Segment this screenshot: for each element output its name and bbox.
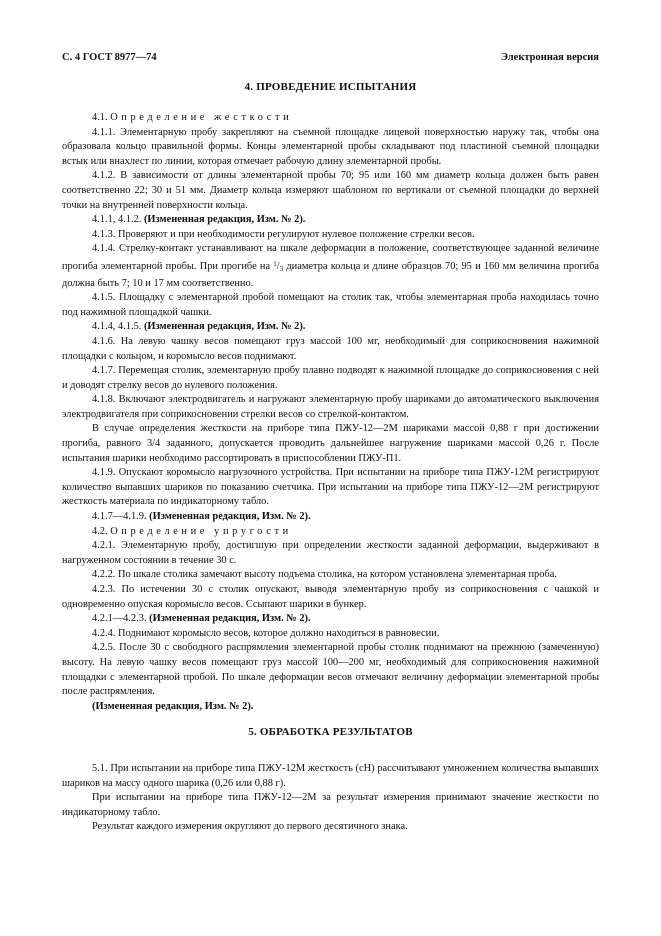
amendment-clauses: 4.1.4, 4.1.5. [92, 321, 142, 333]
paragraph-4-1-5: 4.1.5. Площадку с элементарной пробой помещают на столик так, чтобы элементарная проба находилась точно под нажимной площадкой чашки. [62, 292, 599, 318]
paragraph-4-2-1: 4.2.1. Элементарную пробу, достигшую при определении жесткости заданной деформации, выдерживают в нагруженном состоянии в течение 30 с. [62, 540, 599, 566]
paragraph-4-1 [62, 111, 599, 126]
paragraph-5-1-rounding: Результат каждого измерения округляют до первого десятичного знака. [92, 821, 408, 833]
paragraph-4-2-3: 4.2.3. По истечении 30 с столик опускают, выводя элементарную пробу из соприкосновения с чашкой и одновременно опуская коромысло весов. Ссыпают шарики в бункер. [62, 584, 599, 610]
amendment-note [62, 213, 599, 228]
text-run: 4.1.4. Стрелку-контакт устанавливают на шкале деформации в положение, соответствующее заданной величине прогиба элементарной пробы. При прогибе на [62, 243, 599, 272]
amendment-label: (Измененная редакция, Изм. № 2). [143, 214, 306, 226]
amendment-clauses: 4.2.1—4.2.3. [92, 613, 147, 625]
paragraph-4-1-4: 4.1.4. Стрелку-контакт устанавливают на шкале деформации в положение, соответствующее заданной величине прогиба элементарной пробы. При прогибе на $^1$/3 диаметра кольца и длине образцов 70; 95 и 160 мм величина прогиба должна быть 7; 10 и 17 мм соответственно. [62, 243, 599, 289]
amendment-note: (Измененная редакция, Изм. № 2). [92, 700, 254, 712]
spaced-subheading: Определение жесткости [110, 112, 293, 123]
amendment-label: (Измененная редакция, Изм. № 2). [149, 613, 311, 625]
page-header-left: С. 4 ГОСТ 8977—74 [62, 52, 157, 63]
amendment-note [62, 612, 599, 627]
amendment-clauses: 4.1.1, 4.1.2. [92, 214, 142, 226]
fraction-numerator: 1 [273, 259, 277, 268]
section-4-body [62, 111, 599, 714]
fraction-denominator: 3 [279, 264, 284, 273]
paragraph-4-1-8: 4.1.8. Включают электродвигатель и нагружают элементарную пробу шариками до автоматического выключения электродвигателя при соприкосновении стрелки весов со стрелкой-контактом. [62, 394, 599, 420]
paragraph-4-1-9: 4.1.9. Опускают коромысло нагрузочного устройства. При испытании на приборе типа ПЖУ-12М регистрируют количество выпавших шариков по показанию счетчика. При испытании на приборе типа ПЖУ-12—2М регистрируют жесткость материала по индикаторному табло. [62, 467, 599, 508]
amendment-note [62, 320, 599, 335]
paragraph-4-1-3: 4.1.3. Проверяют и при необходимости регулируют нулевое положение стрелки весов. [92, 228, 475, 240]
amendment-clauses: 4.1.7—4.1.9. [92, 511, 147, 523]
section-5-title: 5. ОБРАБОТКА РЕЗУЛЬТАТОВ [248, 726, 413, 738]
clause-number: 4.2. [92, 525, 108, 537]
paragraph-4-1-1: 4.1.1. Элементарную пробу закрепляют на съемной площадке лицевой поверхностью наружу так, чтобы она образовала кольцо правильной формы. Концы элементарной пробы складывают под пластиной съемной площадки встык или внахлест по линии, которая отмечает рабочую длину элементарной пробы. [62, 126, 599, 167]
spaced-subheading: Определение упругости [110, 525, 292, 537]
paragraph-4-2-2: 4.2.2. По шкале столика замечают высоту подъема столика, на котором установлена элементарная проба. [92, 569, 557, 581]
page-header-right: Электронная версия [500, 52, 599, 63]
paragraph-4-1-8-continued: В случае определения жесткости на приборе типа ПЖУ-12—2М шариками массой 0,88 г при достижении прогиба, равного 3/4 заданного, допускается проводить дальнейшее нагружение шариками массой 0,26 г. После испытания шарики необходимо рассортировать в приспособлении ПЖУ-П1. [62, 423, 599, 464]
section-4-title: 4. ПРОВЕДЕНИЕ ИСПЫТАНИЯ [244, 81, 417, 93]
clause-number: 4.1. [92, 112, 108, 123]
paragraph-5-1-continued: При испытании на приборе типа ПЖУ-12—2М за результат измерения принимают значение жесткости по индикаторному табло. [62, 792, 599, 818]
paragraph-5-1: 5.1. При испытании на приборе типа ПЖУ-12М жесткость (сН) рассчитывают умножением количества выпавших шариков на массу одного шарика (0,26 или 0,88 г). [62, 763, 599, 789]
section-5-body [62, 762, 599, 835]
amendment-note [62, 510, 599, 525]
paragraph-4-1-7: 4.1.7. Перемещая столик, элементарную пробу плавно подводят к нажимной площадке до соприкосновения с ней и доводят стрелку весов до нулевого положения. [62, 365, 599, 391]
text-run: диаметра кольца и длине образцов 70; 95 и 160 мм величина прогиба должна быть 7; 10 и 17 мм соответственно. [62, 260, 599, 289]
amendment-label: (Измененная редакция, Изм. № 2). [149, 511, 311, 523]
paragraph-4-1-6: 4.1.6. На левую чашку весов помещают груз массой 100 мг, необходимый для соприкосновения нажимной площадки с кольцом, и коромысло весов поднимают. [62, 335, 599, 362]
paragraph-4-2-4: 4.2.4. Поднимают коромысло весов, которое должно находиться в равновесии. [92, 627, 440, 639]
amendment-label: (Измененная редакция, Изм. № 2). [143, 321, 306, 333]
paragraph-4-1-2: 4.1.2. В зависимости от длины элементарной пробы 70; 95 или 160 мм диаметр кольца должен быть равен соответственно 22; 30 и 51 мм. Диаметр кольца измеряют шаблоном по вертикали от съемной площадки до верхней точки на внутренней поверхности кольца. [62, 170, 599, 211]
paragraph-4-2 [62, 525, 599, 540]
paragraph-4-2-5: 4.2.5. После 30 с свободного распрямления элементарной пробы столик поднимают на прежнюю (замеченную) высоту. На левую чашку весов помещают груз массой 100—200 мг, необходимый для соприкосновения нажимной площадки с элементарной пробой. По шкале деформации весов отмечают величину деформации элементарной пробы после распрямления. [62, 642, 599, 698]
